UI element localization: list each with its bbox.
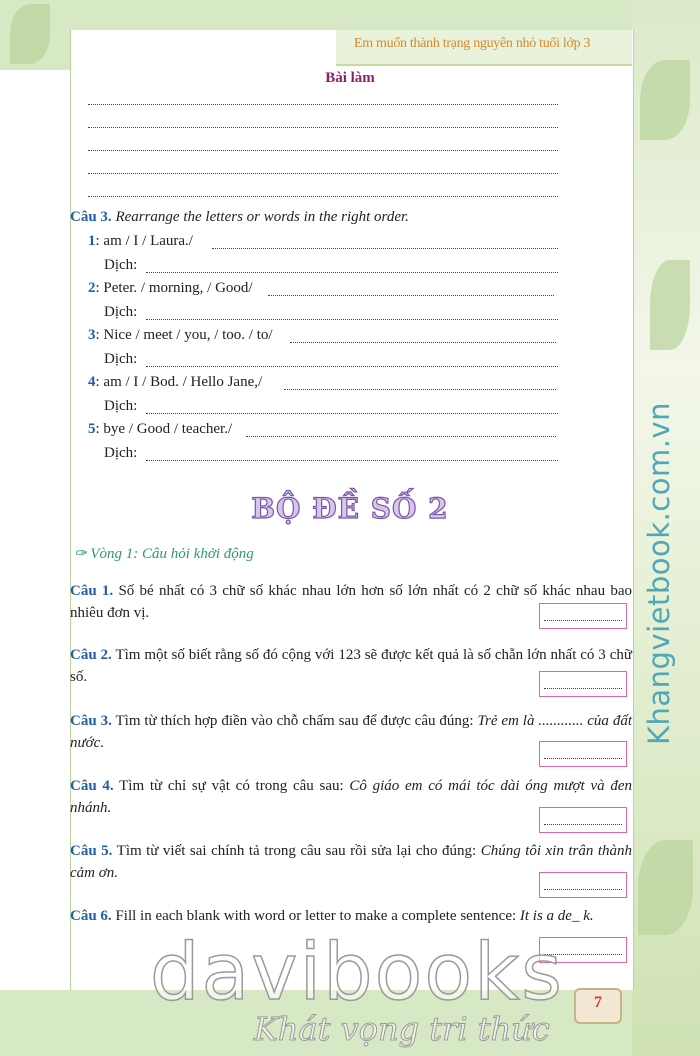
question-label: Câu 3. (70, 209, 112, 225)
round-heading: ✑ Vòng 1: Câu hỏi khởi động (74, 546, 254, 562)
answer-box-2[interactable] (539, 671, 627, 697)
translate-line[interactable] (146, 366, 558, 367)
leaf-decoration (638, 840, 693, 935)
question-1: Câu 1. Số bé nhất có 3 chữ số khác nhau lớn hơn số lớn nhất có 2 chữ số khác nhau bao nhiêu đơn vị. (70, 583, 632, 621)
translate-line[interactable] (146, 413, 558, 414)
answer-line (88, 196, 558, 197)
rearrange-item: 3: Nice / meet / you, / too. / to/ (88, 327, 273, 343)
rearrange-item: 2: Peter. / morning, / Good/ (88, 280, 253, 296)
rearrange-item: 5: bye / Good / teacher./ (88, 421, 233, 437)
question-3: Câu 3. Tìm từ thích hợp điền vào chỗ chấm sau để được câu đúng: Trẻ em là ............ của đất nước. (70, 713, 632, 751)
answer-box-1[interactable] (539, 603, 627, 629)
brand-vertical-text: Khangvietbook.com.vn (642, 402, 676, 745)
question-2: Câu 2. Tìm một số biết rằng số đó cộng với 123 sẽ được kết quả là số chẵn lớn nhất có 3 chữ số. (70, 647, 632, 685)
translate-label: Dịch: (104, 445, 138, 461)
answer-line (88, 173, 558, 174)
fill-line[interactable] (284, 389, 556, 390)
answer-box-5[interactable] (539, 872, 627, 898)
fill-line[interactable] (246, 436, 556, 437)
question-6: Câu 6. Fill in each blank with word or letter to make a complete sentence: It is a de_ k. (70, 908, 594, 924)
pen-icon: ✑ (74, 546, 87, 562)
translate-label: Dịch: (104, 351, 138, 367)
translate-label: Dịch: (104, 304, 138, 320)
fill-line[interactable] (212, 248, 558, 249)
question-5: Câu 5. Tìm từ viết sai chính tả trong câu sau rồi sửa lại cho đúng: Chúng tôi xin trân thành cảm ơn. (70, 843, 632, 881)
answer-line (88, 104, 558, 105)
answer-line (88, 127, 558, 128)
translate-line[interactable] (146, 460, 558, 461)
answer-box-4[interactable] (539, 807, 627, 833)
translate-label: Dịch: (104, 257, 138, 273)
leaf-decoration (10, 4, 50, 64)
watermark-logo: davibooks (150, 928, 564, 1018)
answer-title: Bài làm (325, 70, 375, 86)
page-number: 7 (594, 994, 602, 1011)
translate-label: Dịch: (104, 398, 138, 414)
answer-box-3[interactable] (539, 741, 627, 767)
watermark-tagline: Khát vọng tri thức (254, 1010, 550, 1048)
question-instruction: Rearrange the letters or words in the right order. (115, 209, 409, 225)
header-title: Em muốn thành trạng nguyên nhỏ tuổi lớp 3 (354, 36, 591, 51)
question-4: Câu 4. Tìm từ chỉ sự vật có trong câu sau: Cô giáo em có mái tóc dài óng mượt và đen nhánh. (70, 778, 632, 816)
fill-line[interactable] (268, 295, 554, 296)
section-title: BỘ ĐỀ SỐ 2 (251, 492, 449, 525)
question-3-heading (70, 209, 409, 226)
answer-line (88, 150, 558, 151)
fill-line[interactable] (290, 342, 556, 343)
translate-line[interactable] (146, 319, 558, 320)
rearrange-item: 4: am / I / Bod. / Hello Jane,/ (88, 374, 263, 390)
translate-line[interactable] (146, 272, 558, 273)
leaf-decoration (650, 260, 690, 350)
rearrange-item: 1: am / I / Laura./ (88, 233, 193, 249)
